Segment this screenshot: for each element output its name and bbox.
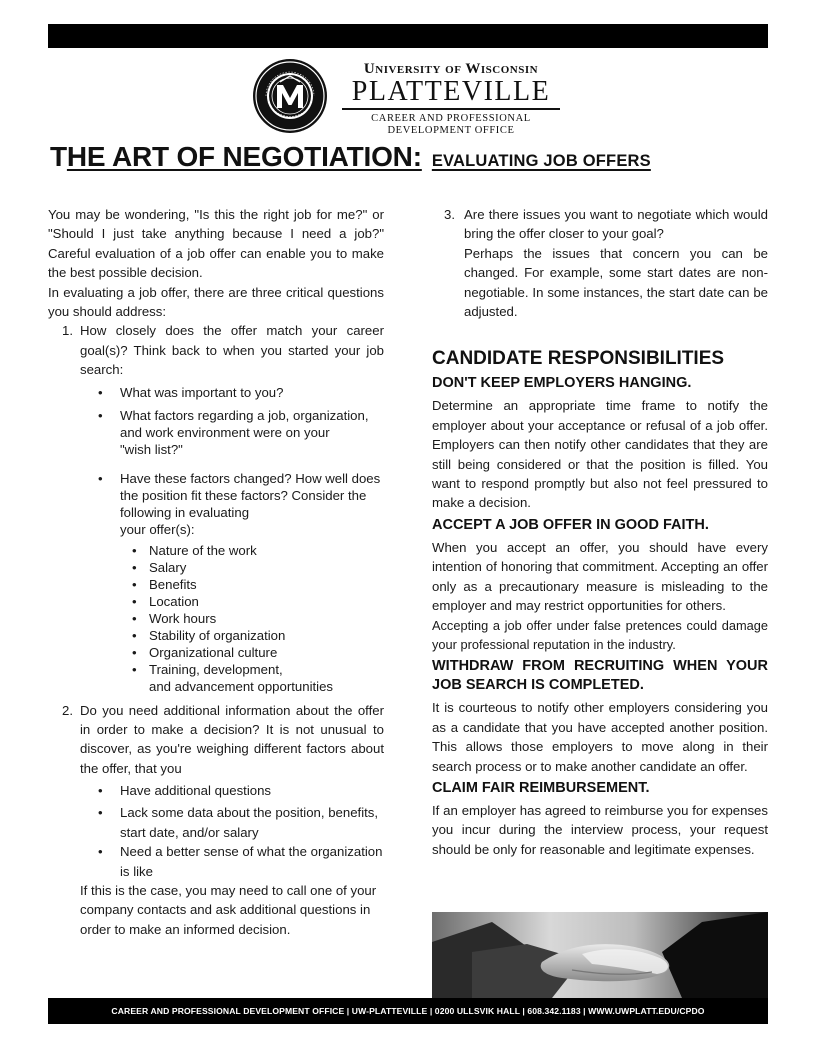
responsibility-text: Accepting a job offer under false pretences could damage your professional reputation in the industry. [432, 617, 768, 652]
question-3 [432, 205, 768, 244]
university-seal-icon [252, 58, 328, 134]
list-item: • What factors regarding a job, organization, and work environment were on your "wish list?" [98, 407, 369, 457]
footer-contact-text: CAREER AND PROFESSIONAL DEVELOPMENT OFFICE | UW-PLATTEVILLE | 0200 ULLSVIK HALL | 608.342.1183 | WWW.UWPLATT.EDU/CPDO [111, 1006, 705, 1016]
responsibility-heading: ACCEPT A JOB OFFER IN GOOD FAITH. [432, 516, 709, 533]
top-banner-bar [48, 24, 768, 48]
responsibility-text: When you accept an offer, you should have every intention of honoring that commitment. Accepting an offer only as a precautionary measure is misleading to the employer and may restrict opportunities for others. [432, 539, 768, 614]
list-item: • Work hours [132, 610, 217, 626]
page-title [50, 141, 770, 173]
title-main [50, 141, 422, 172]
office-line-1: CAREER AND PROFESSIONAL [371, 113, 531, 124]
question-number: 2. [62, 702, 73, 718]
question-text: Do you need additional information about the offer in order to make a decision? It is not unusual to discover, as you're weighing different factors about the offer, that you [80, 702, 384, 776]
right-column [432, 205, 768, 859]
list-item: • Have these factors changed? How well does the position fit these factors? Consider the following in evaluating your offer(s): [98, 470, 381, 537]
question-number: 1. [62, 323, 73, 339]
university-wordmark [338, 60, 564, 137]
title-first-letter: T [50, 141, 67, 172]
intro-paragraph-2: In evaluating a job offer, there are three critical questions you should address: [48, 284, 384, 320]
responsibility-text: If an employer has agreed to reimburse you for expenses you incur during the interview process, your request should be only for reasonable and legitimate expenses. [432, 802, 768, 857]
title-main-rest: HE ART OF NEGOTIATION: [66, 141, 422, 172]
list-item: • Training, development, and advancement opportunities [132, 661, 334, 694]
list-item: • Need a better sense of what the organization is like [98, 844, 383, 879]
title-subtitle: EVALUATING JOB OFFERS [431, 152, 651, 170]
intro-paragraph: You may be wondering, "Is this the right job for me?" or "Should I just take anything because I need a job?" Careful evaluation of a job offer can enable you to make the best possible decision. [48, 207, 384, 281]
handshake-image-icon [432, 912, 768, 998]
list-item: • Have additional questions [98, 783, 272, 799]
university-logo [252, 58, 572, 134]
question-2-closing: If this is the case, you may need to call one of your company contacts and ask additional questions in order to make an informed decision. [80, 882, 377, 937]
university-line: University of Wisconsin [363, 61, 539, 77]
responsibility-text: Determine an appropriate time frame to notify the employer about your acceptance or refusal of a job offer. Employers can then notify other candidates that they are still being considered or that the position is filled. You want to respond promptly but also not feel pressured to make a decision. [432, 398, 768, 511]
footer-bar [48, 998, 768, 1024]
list-item: • Benefits [132, 576, 197, 592]
list-item: • Location [132, 593, 199, 609]
question-1 [48, 321, 384, 379]
responsibility-text: It is courteous to notify other employers considering you as a candidate that you have accepted another position. This allows those employers to move along in their search process or to make another candidate an offer. [432, 700, 768, 774]
list-item: • Stability of organization [132, 627, 286, 643]
list-item: • Nature of the work [132, 542, 257, 558]
handshake-photo [432, 912, 768, 998]
list-item: • Lack some data about the position, benefits, start date, and/or salary [98, 805, 379, 840]
responsibility-heading: CLAIM FAIR REIMBURSEMENT. [432, 779, 650, 796]
list-item: • Salary [132, 559, 187, 575]
office-line-2: DEVELOPMENT OFFICE [387, 125, 515, 136]
question-text: Are there issues you want to negotiate which would bring the offer closer to your goal? [464, 207, 768, 242]
left-column [48, 205, 384, 939]
question-3-detail: Perhaps the issues that concern you can be changed. For example, some start dates are non-negotiable. In some instances, the start date can be adjusted. [464, 245, 768, 320]
university-name: PLATTEVILLE [342, 78, 560, 110]
responsibility-heading: DON'T KEEP EMPLOYERS HANGING. [432, 375, 692, 392]
section-title: CANDIDATE RESPONSIBILITIES [432, 348, 725, 370]
question-number: 3. [444, 207, 455, 222]
question-text: How closely does the offer match your career goal(s)? Think back to when you started your job search: [80, 323, 384, 378]
responsibility-heading: WITHDRAW FROM RECRUITING WHEN YOUR JOB SEARCH IS COMPLETED. [432, 658, 768, 694]
question-2 [48, 701, 384, 779]
list-item: • What was important to you? [98, 384, 284, 400]
list-item: • Organizational culture [132, 644, 278, 660]
